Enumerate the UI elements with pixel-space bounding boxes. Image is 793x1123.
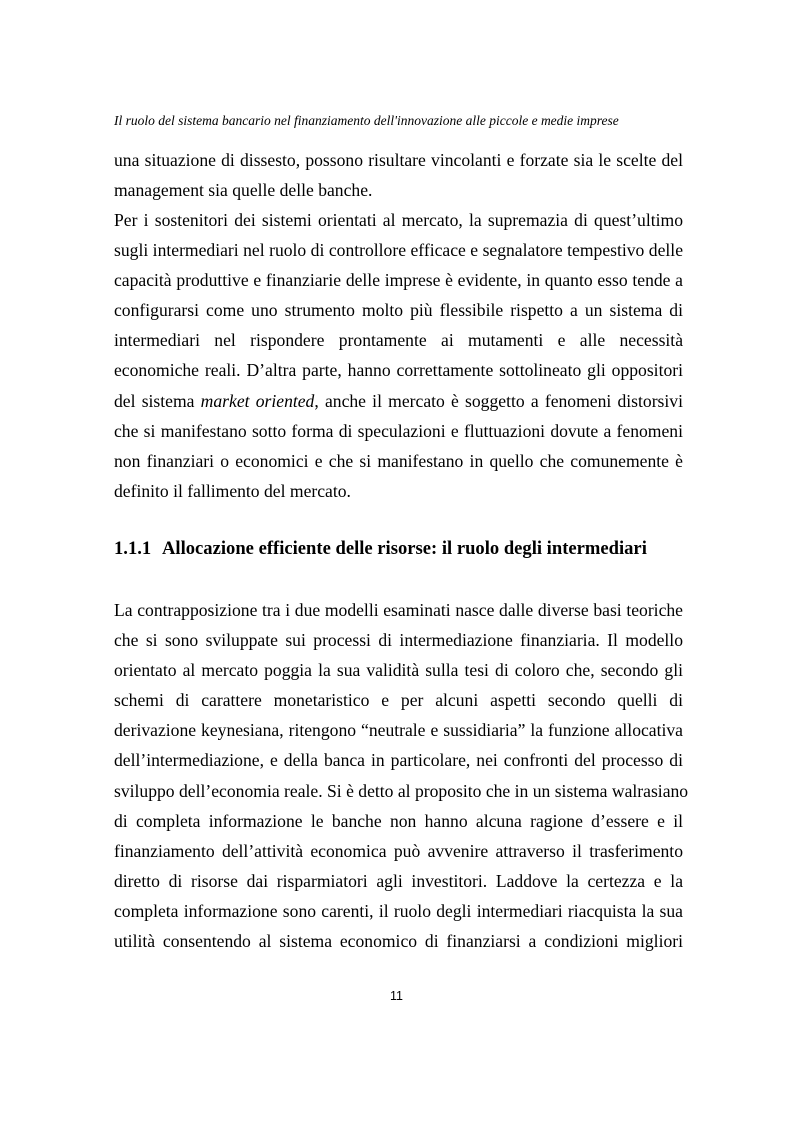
text-line (114, 386, 683, 416)
text-line: economiche reali. D’altra parte, hanno correttamente sottolineato gli oppositori (114, 360, 683, 381)
text-line: Per i sostenitori dei sistemi orientati al mercato, la supremazia di quest’ultimo (114, 210, 683, 230)
section-title: Allocazione efficiente delle risorse: il ruolo degli intermediari (162, 538, 647, 559)
text-line: schemi di carattere monetaristico e per alcuni aspetti secondo quelli di (114, 690, 683, 711)
text-line: non finanziari o economici e che si manifestano in quello che comunemente è (114, 450, 683, 471)
paragraph-allocation (114, 595, 689, 956)
text-line: La contrapposizione tra i due modelli esaminati nasce dalle diverse basi teoriche (114, 600, 683, 620)
page-number: 11 (390, 989, 403, 1003)
paragraph-continuation (114, 145, 683, 205)
text-line: diretto di risorse dai risparmiatori agli investitori. Laddove la certezza e la (114, 870, 683, 891)
section-heading (114, 537, 647, 561)
text-line: che si sono sviluppate sui processi di intermediazione finanziaria. Il modello (114, 630, 683, 651)
text-line: utilità consentendo al sistema economico di finanziarsi a condizioni migliori (114, 931, 683, 952)
text-line: una situazione di dissesto, possono risultare vincolanti e forzate sia le scelte del (114, 150, 683, 170)
text-line: completa informazione sono carenti, il ruolo degli intermediari riacquista la sua (114, 900, 683, 921)
text-line: definito il fallimento del mercato. (114, 480, 351, 501)
text-line: sviluppo dell’economia reale. Si è detto al proposito che in un sistema walrasiano (114, 780, 689, 801)
text-line: di completa informazione le banche non hanno alcuna ragione d’essere e il (114, 810, 683, 831)
text-line: management sia quelle delle banche. (114, 180, 373, 201)
text-line: derivazione keynesiana, ritengono “neutrale e sussidiaria” la funzione allocativa (114, 720, 683, 741)
italic-term: market oriented (200, 390, 315, 411)
text-line: configurarsi come uno strumento molto più flessibile rispetto a un sistema di (114, 300, 683, 321)
text-line: finanziamento dell’attività economica può avvenire attraverso il trasferimento (114, 840, 683, 861)
section-number: 1.1.1 (114, 538, 152, 559)
running-header: Il ruolo del sistema bancario nel finanziamento dell'innovazione alle piccole e medie imprese (114, 113, 619, 128)
text-line: orientato al mercato poggia la sua validità sulla tesi di coloro che, secondo gli (114, 660, 683, 681)
paragraph-market-systems (114, 205, 683, 506)
text-line: sugli intermediari nel ruolo di controllore efficace e segnalatore tempestivo delle (114, 240, 683, 261)
text-line: intermediari nel rispondere prontamente ai mutamenti e alle necessità (114, 330, 683, 351)
text-line: capacità produttive e finanziarie delle imprese è evidente, in quanto esso tende a (114, 270, 683, 291)
text-line: dell’intermediazione, e della banca in particolare, nei confronti del processo di (114, 750, 683, 771)
text-fragment: , anche il mercato è soggetto a fenomeni distorsivi (314, 390, 683, 411)
text-line: che si manifestano sotto forma di speculazioni e fluttuazioni dovute a fenomeni (114, 420, 683, 441)
text-fragment: del sistema (114, 390, 201, 411)
